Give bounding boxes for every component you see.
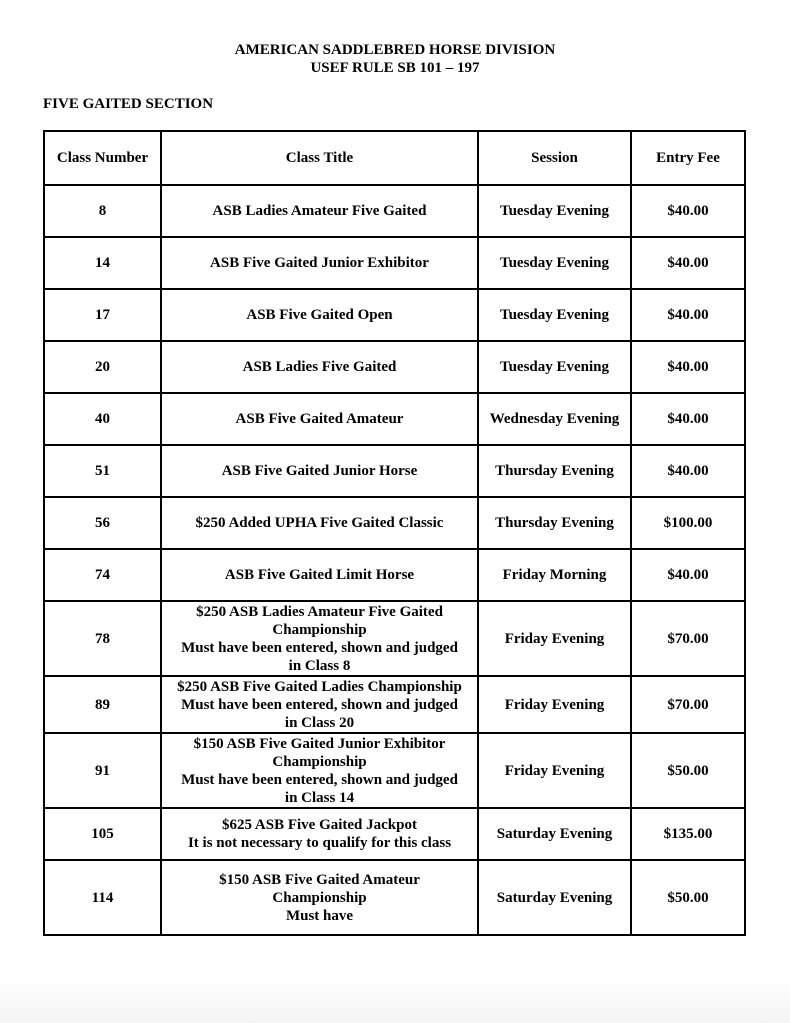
session-cell: Friday Evening bbox=[478, 601, 631, 676]
column-header-class-title: Class Title bbox=[161, 131, 478, 185]
table-row bbox=[44, 445, 745, 497]
table-row bbox=[44, 289, 745, 341]
entry-fee-cell: $50.00 bbox=[631, 733, 745, 808]
session-cell: Tuesday Evening bbox=[478, 341, 631, 393]
entry-fee-cell: $40.00 bbox=[631, 237, 745, 289]
class-title-cell bbox=[161, 393, 478, 445]
class-number-cell: 78 bbox=[44, 601, 161, 676]
table-row bbox=[44, 497, 745, 549]
rule-reference: USEF RULE SB 101 – 197 bbox=[310, 60, 480, 76]
class-title-line: Must have bbox=[285, 907, 354, 924]
column-header-entry-fee: Entry Fee bbox=[631, 131, 745, 185]
table-header-row bbox=[44, 131, 745, 185]
class-title-line: ASB Ladies Five Gaited bbox=[242, 359, 397, 375]
class-title-line: Must have been entered, shown and judged bbox=[181, 696, 458, 713]
division-title: AMERICAN SADDLEBRED HORSE DIVISION bbox=[234, 42, 556, 58]
class-title-line: ASB Five Gaited Limit Horse bbox=[224, 567, 415, 583]
class-title-line: It is not necessary to qualify for this class bbox=[187, 835, 452, 851]
class-title-line: Championship bbox=[272, 621, 367, 638]
class-title-cell bbox=[161, 497, 478, 549]
entry-fee-cell: $40.00 bbox=[631, 393, 745, 445]
class-title-line: $150 ASB Five Gaited Junior Exhibitor bbox=[193, 735, 446, 752]
table-row bbox=[44, 808, 745, 860]
class-title-line: $150 ASB Five Gaited Amateur bbox=[219, 871, 420, 888]
session-cell: Saturday Evening bbox=[478, 860, 631, 935]
class-number-cell: 14 bbox=[44, 237, 161, 289]
table-row bbox=[44, 860, 745, 935]
class-title-cell bbox=[161, 808, 478, 860]
session-cell: Thursday Evening bbox=[478, 497, 631, 549]
entry-fee-cell: $40.00 bbox=[631, 549, 745, 601]
class-number-cell: 89 bbox=[44, 676, 161, 733]
class-title-line: ASB Five Gaited Junior Exhibitor bbox=[210, 255, 429, 271]
entry-fee-cell: $70.00 bbox=[631, 601, 745, 676]
class-title-line: ASB Ladies Amateur Five Gaited bbox=[212, 203, 427, 219]
session-cell: Thursday Evening bbox=[478, 445, 631, 497]
class-title-line: in Class 8 bbox=[288, 657, 351, 674]
entry-fee-cell: $50.00 bbox=[631, 860, 745, 935]
class-number-cell: 105 bbox=[44, 808, 161, 860]
class-title-cell bbox=[161, 549, 478, 601]
table-body bbox=[44, 185, 745, 935]
page-bottom-shade bbox=[0, 975, 790, 1023]
class-title-cell bbox=[161, 676, 478, 733]
class-title-cell bbox=[161, 341, 478, 393]
class-title-line: $625 ASB Five Gaited Jackpot bbox=[221, 817, 417, 833]
class-number-cell: 20 bbox=[44, 341, 161, 393]
entry-fee-cell: $70.00 bbox=[631, 676, 745, 733]
entry-fee-cell: $40.00 bbox=[631, 341, 745, 393]
class-title-cell bbox=[161, 185, 478, 237]
class-title-line: ASB Five Gaited Amateur bbox=[235, 411, 404, 427]
class-number-cell: 17 bbox=[44, 289, 161, 341]
class-title-line: in Class 14 bbox=[284, 789, 355, 806]
class-title-line: in Class 20 bbox=[284, 714, 355, 731]
entry-fee-cell: $100.00 bbox=[631, 497, 745, 549]
session-cell: Tuesday Evening bbox=[478, 289, 631, 341]
table-row bbox=[44, 733, 745, 808]
class-number-cell: 51 bbox=[44, 445, 161, 497]
class-title-line: ASB Five Gaited Junior Horse bbox=[221, 463, 418, 479]
class-title-cell bbox=[161, 733, 478, 808]
table-row bbox=[44, 393, 745, 445]
class-title-line: Championship bbox=[272, 753, 367, 770]
session-cell: Saturday Evening bbox=[478, 808, 631, 860]
table-row bbox=[44, 237, 745, 289]
table-row bbox=[44, 676, 745, 733]
class-title-line: $250 Added UPHA Five Gaited Classic bbox=[195, 515, 444, 531]
class-number-cell: 56 bbox=[44, 497, 161, 549]
session-cell: Wednesday Evening bbox=[478, 393, 631, 445]
column-header-session: Session bbox=[478, 131, 631, 185]
class-title-line: ASB Five Gaited Open bbox=[246, 307, 393, 323]
class-title-cell bbox=[161, 601, 478, 676]
section-title: FIVE GAITED SECTION bbox=[43, 96, 214, 112]
table-row bbox=[44, 601, 745, 676]
session-cell: Friday Evening bbox=[478, 733, 631, 808]
entry-fee-cell: $40.00 bbox=[631, 289, 745, 341]
table-row bbox=[44, 185, 745, 237]
class-number-cell: 91 bbox=[44, 733, 161, 808]
class-title-line: Must have been entered, shown and judged bbox=[181, 639, 458, 656]
class-number-cell: 114 bbox=[44, 860, 161, 935]
entry-fee-cell: $135.00 bbox=[631, 808, 745, 860]
session-cell: Tuesday Evening bbox=[478, 185, 631, 237]
class-number-cell: 74 bbox=[44, 549, 161, 601]
class-title-cell bbox=[161, 237, 478, 289]
class-title-line: $250 ASB Five Gaited Ladies Championship bbox=[177, 678, 462, 695]
session-cell: Tuesday Evening bbox=[478, 237, 631, 289]
class-title-cell bbox=[161, 860, 478, 935]
class-title-cell bbox=[161, 445, 478, 497]
class-schedule-table bbox=[43, 130, 746, 936]
class-title-cell bbox=[161, 289, 478, 341]
column-header-class-number: Class Number bbox=[44, 131, 161, 185]
class-number-cell: 40 bbox=[44, 393, 161, 445]
page-header bbox=[0, 41, 790, 77]
entry-fee-cell: $40.00 bbox=[631, 185, 745, 237]
table-row bbox=[44, 549, 745, 601]
session-cell: Friday Evening bbox=[478, 676, 631, 733]
class-title-line: Championship bbox=[272, 889, 367, 906]
class-title-line: $250 ASB Ladies Amateur Five Gaited bbox=[196, 603, 443, 620]
class-title-line: Must have been entered, shown and judged bbox=[181, 771, 458, 788]
class-number-cell: 8 bbox=[44, 185, 161, 237]
entry-fee-cell: $40.00 bbox=[631, 445, 745, 497]
table-row bbox=[44, 341, 745, 393]
session-cell: Friday Morning bbox=[478, 549, 631, 601]
